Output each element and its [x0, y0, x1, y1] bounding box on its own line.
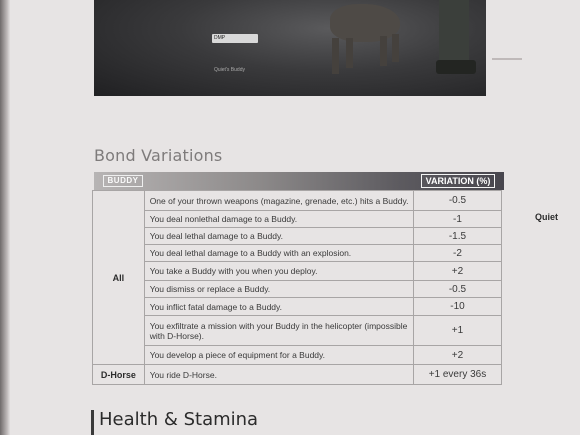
row-variation: -2: [413, 245, 501, 262]
row-description: You deal lethal damage to a Buddy.: [144, 228, 413, 245]
table-row: [93, 298, 502, 316]
row-description: You take a Buddy with you when you deploy.: [144, 262, 413, 281]
row-variation: +1 every 36s: [413, 365, 501, 385]
row-description: You ride D-Horse.: [144, 365, 413, 385]
screenshot-image: [94, 0, 486, 96]
row-description: You inflict fatal damage to a Buddy.: [144, 298, 413, 316]
dog-leg: [392, 34, 399, 62]
soldier-boots: [436, 60, 476, 74]
row-variation: +1: [413, 316, 501, 346]
column-header-buddy: BUDDY: [103, 175, 143, 187]
table-row: [93, 281, 502, 298]
hud-caption: Quiet's Buddy: [214, 67, 245, 73]
dog-leg: [380, 36, 387, 66]
table-row: [93, 365, 502, 385]
page-corner-mark: [492, 58, 522, 60]
table-row: [93, 316, 502, 346]
row-variation: +2: [413, 262, 501, 281]
row-variation: -1: [413, 211, 501, 228]
column-header-variation: VARIATION (%): [421, 174, 495, 188]
dog-leg: [346, 38, 353, 68]
row-description: One of your thrown weapons (magazine, grenade, etc.) hits a Buddy.: [144, 191, 413, 211]
table-row: [93, 346, 502, 365]
table-row: [93, 228, 502, 245]
row-description: You exfiltrate a mission with your Buddy in the helicopter (impossible with D-Horse).: [144, 316, 413, 346]
section-accent-bar: [91, 410, 94, 435]
buddy-cell: All: [93, 191, 145, 365]
row-variation: -0.5: [413, 281, 501, 298]
row-description: You dismiss or replace a Buddy.: [144, 281, 413, 298]
bond-variations-table: [92, 190, 502, 385]
table-row: [93, 262, 502, 281]
dog-leg: [332, 38, 339, 74]
section-title: Bond Variations: [94, 146, 223, 165]
row-description: You deal lethal damage to a Buddy with an explosion.: [144, 245, 413, 262]
binder-spine-shadow: [0, 0, 10, 435]
table-row: [93, 191, 502, 211]
row-description: You deal nonlethal damage to a Buddy.: [144, 211, 413, 228]
row-variation: +2: [413, 346, 501, 365]
row-variation: -1.5: [413, 228, 501, 245]
soldier-figure: [439, 0, 469, 66]
next-section-title: Health & Stamina: [99, 409, 259, 430]
hud-label: DMP: [212, 34, 258, 43]
row-variation: -0.5: [413, 191, 501, 211]
row-variation: -10: [413, 298, 501, 316]
row-description: You develop a piece of equipment for a Buddy.: [144, 346, 413, 365]
dog-figure: [330, 4, 400, 42]
table-row: [93, 211, 502, 228]
side-column-label: Quiet: [535, 212, 559, 222]
table-row: [93, 245, 502, 262]
buddy-cell: D-Horse: [93, 365, 145, 385]
